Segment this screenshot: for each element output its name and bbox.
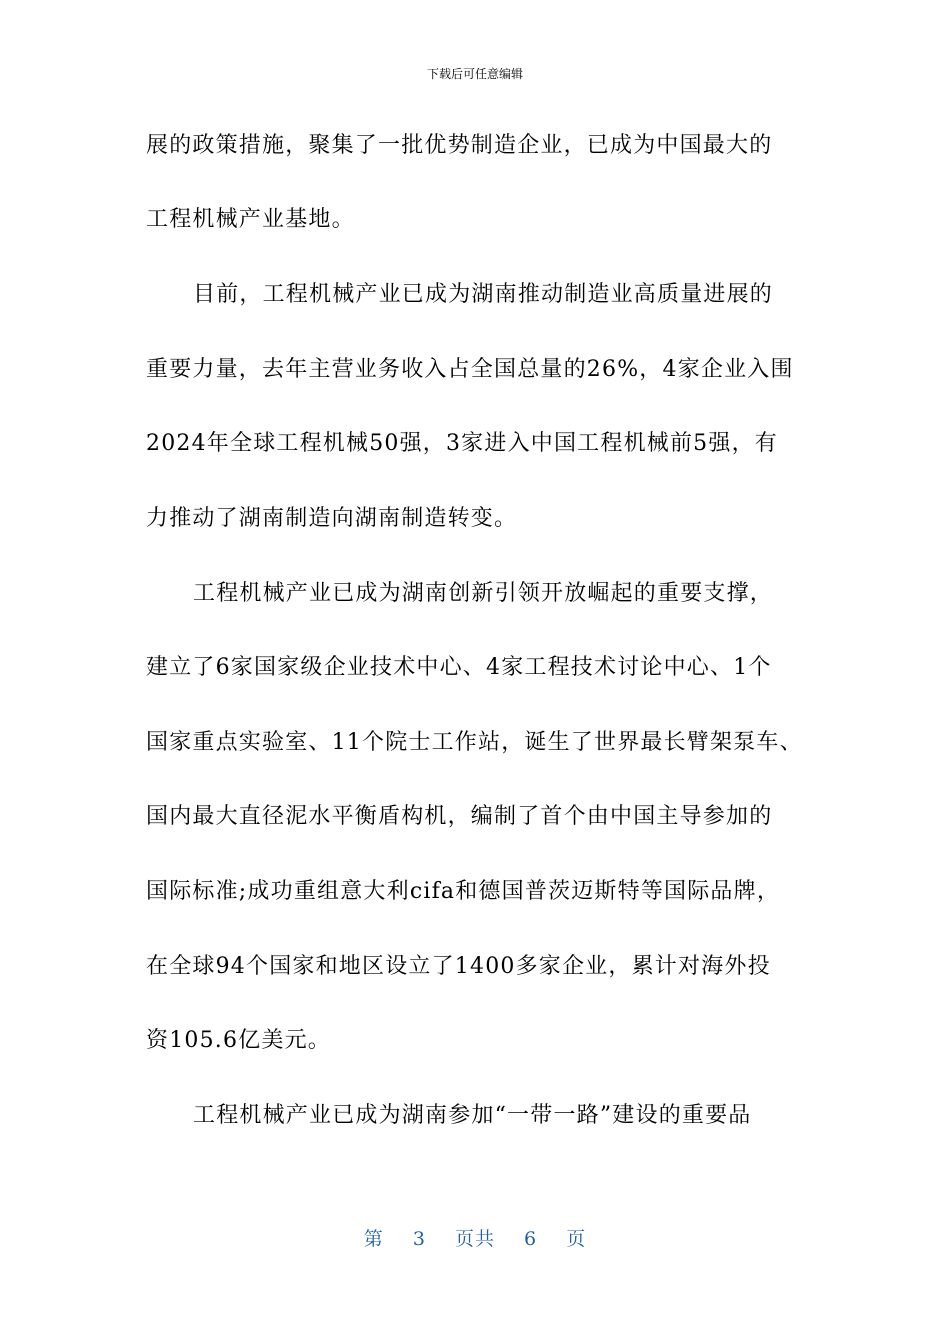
body-line: 工程机械产业已成为湖南参加“一带一路”建设的重要品: [193, 1103, 752, 1128]
body-line: 建立了6家国家级企业技术中心、4家工程技术讨论中心、1个: [146, 655, 772, 680]
body-line: 国内最大直径泥水平衡盾构机，编制了首个由中国主导参加的: [146, 804, 773, 829]
body-line: 力推动了湖南制造向湖南制造转变。: [146, 506, 518, 531]
footer-current-page: 3: [412, 1228, 426, 1250]
footer-total-pages: 6: [524, 1228, 538, 1250]
body-line: 2024年全球工程机械50强，3家进入中国工程机械前5强，有: [146, 431, 778, 456]
footer-middle: 页共: [454, 1228, 495, 1250]
body-line: 工程机械产业基地。: [146, 207, 355, 232]
body-line: 国际标准;成功重组意大利cifa和德国普茨迈斯特等国际品牌，: [146, 879, 781, 904]
body-line: 工程机械产业已成为湖南创新引领开放崛起的重要支撑，: [193, 581, 774, 606]
body-line: 展的政策措施，聚集了一批优势制造企业，已成为中国最大的: [146, 133, 773, 158]
footer-prefix: 第: [363, 1228, 384, 1250]
footer-suffix: 页: [566, 1228, 587, 1250]
body-line: 重要力量，去年主营业务收入占全国总量的26%，4家企业入围: [146, 357, 794, 382]
body-line: 资105.6亿美元。: [146, 1028, 331, 1053]
body-line: 国家重点实验室、11个院士工作站，诞生了世界最长臂架泵车、: [146, 730, 803, 755]
page-footer: [0, 1226, 950, 1252]
body-line: 在全球94个国家和地区设立了1400多家企业，累计对海外投: [146, 954, 771, 979]
page-header: 下载后可任意编辑: [426, 67, 523, 81]
body-line: 目前，工程机械产业已成为湖南推动制造业高质量进展的: [193, 282, 774, 307]
